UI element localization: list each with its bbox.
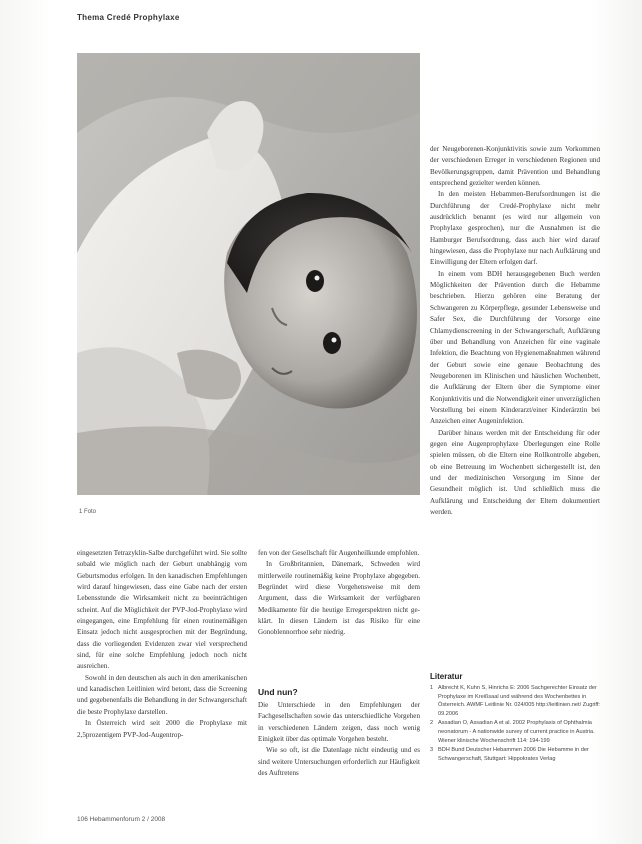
text-column-2 [258,548,420,683]
paragraph: In Österreich wird seit 2000 die Prophylaxe mit 2,5prozentigem PVP-Jod-Augentrop- [77,719,247,739]
literature-list [430,684,602,814]
literature-heading: Literatur [430,672,463,681]
literature-reference [430,719,602,745]
text-column-3 [430,144,600,664]
paragraph: In den meisten Hebammen-Berufsordnungen ist die Durchführung der Credé-Prophylaxe nicht mehr ausdrücklich benannt (es wird nur allgemein von Prophylaxe gesprochen), nur die Ausnahmen ist die Hamburger Berufsordnung, dass auch hier wird darauf hingewiesen, dass die Prophylaxe nur nach Aufklärung und Einwilligung der Eltern erfolgen darf. [430,190,600,267]
paragraph: Sowohl in den deutschen als auch in den amerikanischen und kanadischen Leitlinien wird betont, dass die Screening und gegebenenfalls die Behandlung in der Schwangerschaft die beste Prophylaxe darstellen. [77,673,247,716]
text-column-1 [77,548,247,814]
photo-caption: 1 Foto [79,509,97,515]
paragraph: der Neugeborenen-Konjunktivitis sowie zum Vorkommen der verschiedenen Erreger in verschiedenen Regionen und Bevölkerungsgruppen, damit Prävention und Behandlung entsprechend gezielter werden können. [430,145,600,188]
reference-number: 2 [430,720,434,727]
paragraph: In einem vom BDH herausgegebenen Buch werden Möglichkeiten der Prävention durch die Hebamme beschrieben. Hierzu gehören eine Beratung der Schwangeren zu Körperpflege, gesunder Lebensweise und Safer Sex, die Durchführung der Vorsorge eine Chlamydienscreening in der Schwangerschaft, Aufklärung über und Behandlung von Anzeichen für eine vaginale Infektion, die Beachtung von Hygienemaßnahmen während der Geburt sowie eine genaue Beobachtung des Neugeborenen im Klinischen und häuslichen Wochenbett, die Aufklärung der Eltern über die Symptome einer Konjunktivitis und die Notwendigkeit einer unverzüglichen Vorstellung bei einem Kinderarzt/einer Kinderärztin bei Anzeichen einer Augeninfektion. [430,269,600,426]
paragraph: In Großbritannien, Dänemark, Schweden wird mittlerweile routinemäßig keine Prophylaxe abgegeben. Begründet wird diese Vorgehensweise mit dem Argument, dass die Wirksamkeit der verfügbaren Medikamente für die heutige Erregerspektren nicht geklärt. In diesen Ländern ist das Risiko für eine Gonoblennorrhoe sehr niedrig. [258,560,420,637]
page-footer: 106 Hebammenforum 2 / 2008 [77,816,166,823]
reference-text: Assadian O, Assadian A et al. 2002 Prophylaxis of Ophthalmia neonatorum - A nationwide survey of current practice in Austria. Wiener klinische Wochenschrift 114: 194-199 [438,720,595,744]
reference-text: Albrecht K, Kuhn S, Hinrichs E: 2006 Sachgerechter Einsatz der Prophylaxe im Kreißsaal und während des Wochenbettes in Österreich. AWMF Leitlinie Nr. 024/005 http://leitlinien.net/ Zugriff: 09.2006 [438,685,600,717]
literature-reference [430,746,602,763]
baby-photo [77,53,420,495]
reference-number: 3 [430,747,434,754]
section-heading: Und nun? [258,687,298,697]
paragraph: Wie so oft, ist die Datenlage nicht eindeutig und es sind weitere Untersuchungen erforderlich zur Häufigkeit des Auftretens [258,746,420,778]
reference-text: BDH Bund Deutscher Hebammen 2006 Die Hebamme in der Schwangerschaft, Stuttgart: Hippokrates Verlag [438,747,589,762]
literature-reference [430,684,602,718]
paragraph: Darüber hinaus werden mit der Entscheidung für oder gegen eine Augenprophylaxe Überlegungen eine Rolle spielen müssen, ob die Eltern eine Rollkontrolle abgeben, ob eine Betreuung im Wochenbett sichergestellt ist, den und der medizinischen Versorgung im Sinne der Gesundheit möglich ist. Und schließlich muss die Aufklärung und Entscheidung der Eltern dokumentiert werden. [430,428,600,516]
paragraph: Die Unterschiede in den Empfehlungen der Fachgesellschaften sowie das unterschiedliche Vorgehen in verschiedenen Ländern zeigen, dass noch wenig Einigkeit über das optimale Vorgehen besteht. [258,701,420,744]
section-label: Thema Credé Prophylaxe [77,13,180,22]
reference-number: 1 [430,685,434,691]
text-column-2-section [258,700,420,815]
paragraph: fen von der Gesellschaft für Augenheilkunde empfohlen. [258,549,420,557]
paragraph: eingesetzten Tetrazyklin-Salbe durchgeführt wird. Sie sollte sobald wie möglich nach der Geburt unabhängig vom Geburtsmodus erfolgen. In den kanadischen Empfehlungen wird darauf hingewiesen, dass eine Gabe nach der ersten Lebensstunde die Wirksamkeit nicht zu beeinträchtigen scheint. Auf die Möglichkeit der PVP-Jod-Prophylaxe wird eingegangen, eine Empfehlung für einen routinemäßigen Einsatz jedoch nicht ausgesprochen mit der Begründung, dass die vorliegenden Evidenzen zwar viel versprechend sind, für eine solche Empfehlung jedoch noch nicht ausreichen. [77,549,247,671]
